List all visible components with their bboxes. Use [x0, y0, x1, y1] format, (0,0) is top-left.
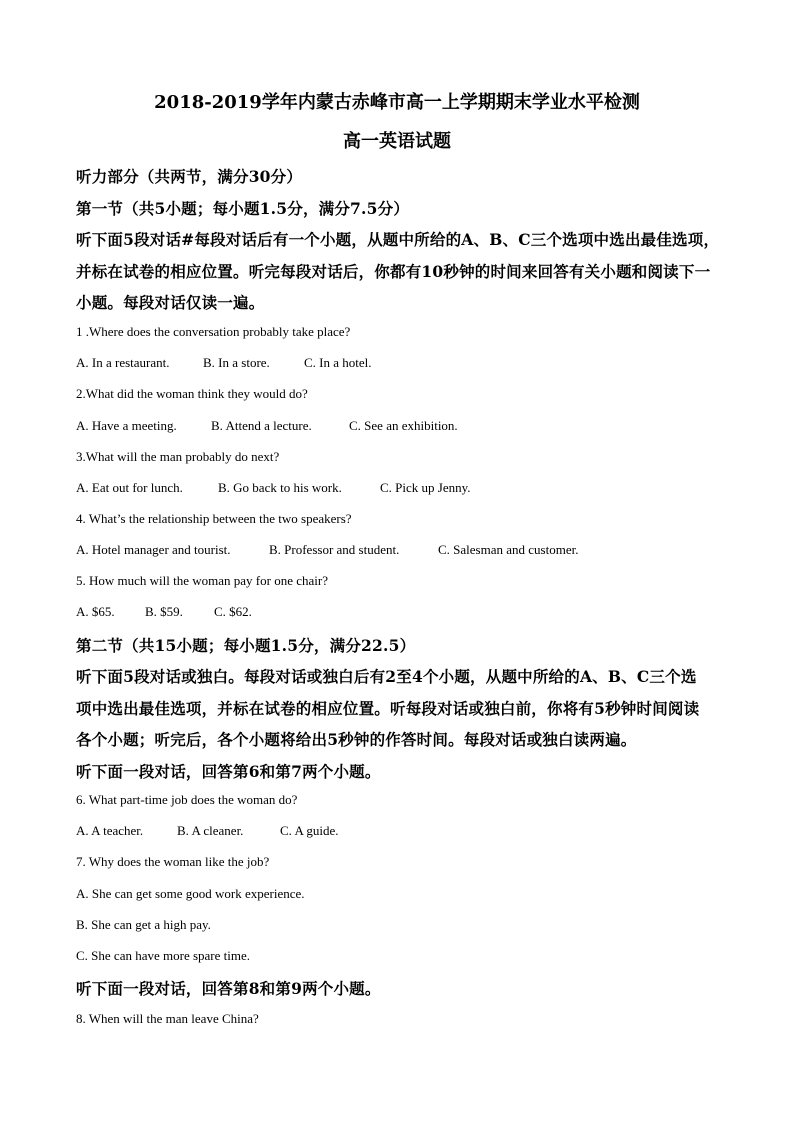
- option-c: C. Pick up Jenny.: [380, 480, 471, 495]
- question-6-options: [76, 823, 339, 839]
- question-7-option-b: B. She can get a high pay.: [76, 917, 211, 932]
- option-b: B. A cleaner.: [177, 823, 244, 838]
- section1-instruction-line: 并标在试卷的相应位置。听完每段对话后，你都有10秒钟的时间来回答有关小题和阅读下一: [76, 262, 711, 281]
- option-b: B. Professor and student.: [269, 542, 400, 557]
- option-b: B. In a store.: [203, 355, 270, 370]
- question-8-stem: 8. When will the man leave China?: [76, 1011, 259, 1026]
- listening-heading: 听力部分（共两节，满分30分）: [76, 167, 303, 186]
- section1-instruction-line: 听下面5段对话#每段对话后有一个小题，从题中所给的A、B、C三个选项中选出最佳选项，: [76, 230, 720, 249]
- question-7-stem: 7. Why does the woman like the job?: [76, 854, 270, 869]
- option-a: A. Eat out for lunch.: [76, 480, 183, 495]
- option-c: C. See an exhibition.: [349, 418, 458, 433]
- option-a: A. A teacher.: [76, 823, 144, 838]
- option-c: C. A guide.: [280, 823, 339, 838]
- group2-heading: 听下面一段对话，回答第8和第9两个小题。: [76, 979, 381, 998]
- option-b: B. Go back to his work.: [218, 480, 342, 495]
- section2-instruction-line: 听下面5段对话或独白。每段对话或独白后有2至4个小题，从题中所给的A、B、C三个选: [76, 667, 697, 686]
- option-a: A. $65.: [76, 604, 115, 619]
- section2-heading: 第二节（共15小题；每小题1.5分，满分22.5）: [76, 636, 416, 655]
- section2-instruction-line: 各个小题；听完后，各个小题将给出5秒钟的作答时间。每段对话或独白读两遍。: [76, 730, 637, 749]
- option-c: C. $62.: [214, 604, 252, 619]
- question-3-stem: 3.What will the man probably do next?: [76, 449, 280, 464]
- question-2-stem: 2.What did the woman think they would do?: [76, 386, 308, 401]
- option-b: B. Attend a lecture.: [211, 418, 312, 433]
- question-4-options: [76, 542, 578, 558]
- option-b: B. $59.: [145, 604, 183, 619]
- question-5-options: [76, 604, 252, 620]
- section1-instruction-line: 小题。每段对话仅读一遍。: [76, 293, 265, 312]
- question-1-stem: 1 .Where does the conversation probably take place?: [76, 324, 351, 339]
- option-c: C. Salesman and customer.: [438, 542, 579, 557]
- question-3-options: [76, 480, 471, 496]
- question-7-option-c: C. She can have more spare time.: [76, 948, 250, 963]
- question-1-options: [76, 355, 372, 371]
- question-2-options: [76, 418, 458, 434]
- option-c: C. In a hotel.: [304, 355, 372, 370]
- option-a: A. Have a meeting.: [76, 418, 177, 433]
- exam-subtitle: 高一英语试题: [343, 131, 451, 152]
- question-6-stem: 6. What part-time job does the woman do?: [76, 792, 298, 807]
- option-a: A. Hotel manager and tourist.: [76, 542, 231, 557]
- section2-instruction-line: 项中选出最佳选项，并标在试卷的相应位置。听每段对话或独白前，你将有5秒钟时间阅读: [76, 699, 700, 718]
- group1-heading: 听下面一段对话，回答第6和第7两个小题。: [76, 762, 381, 781]
- option-a: A. In a restaurant.: [76, 355, 170, 370]
- question-4-stem: 4. What’s the relationship between the two speakers?: [76, 511, 352, 526]
- question-5-stem: 5. How much will the woman pay for one chair?: [76, 573, 328, 588]
- question-7-option-a: A. She can get some good work experience.: [76, 886, 305, 901]
- exam-title: 2018-2019学年内蒙古赤峰市高一上学期期末学业水平检测: [154, 92, 640, 113]
- section1-heading: 第一节（共5小题；每小题1.5分，满分7.5分）: [76, 199, 410, 218]
